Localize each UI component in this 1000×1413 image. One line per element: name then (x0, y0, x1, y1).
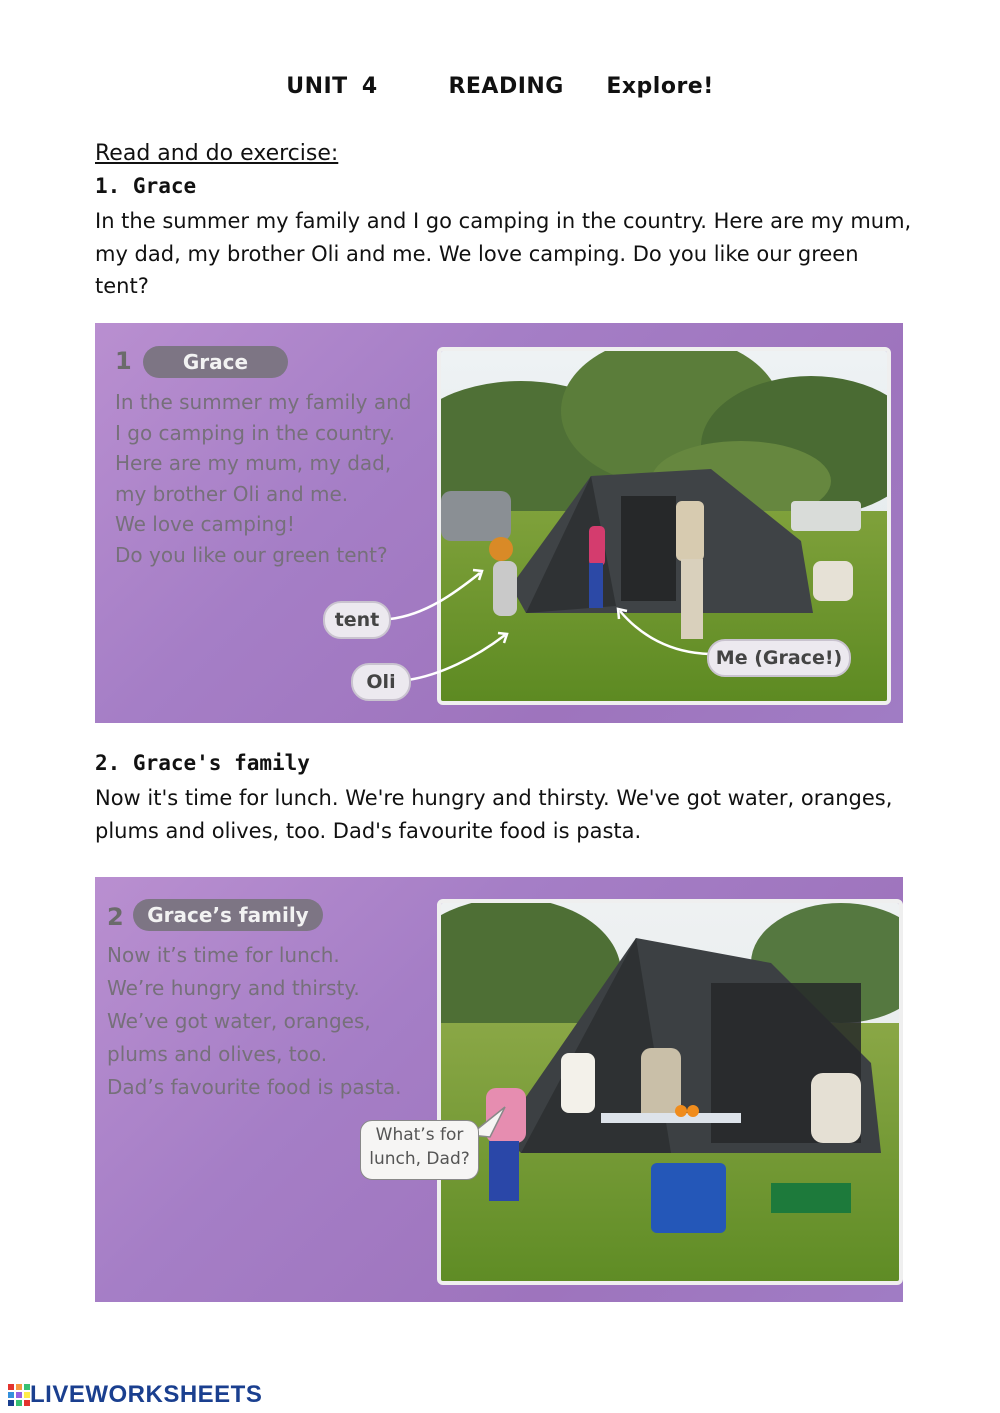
panel-line: We love camping! (115, 512, 295, 536)
panel-name-chip: Grace (143, 346, 288, 378)
panel-line: Here are my mum, my dad, (115, 451, 392, 475)
speech-line: lunch, Dad? (369, 1149, 470, 1169)
panel-name-chip: Grace’s family (133, 899, 323, 931)
panel-number: 2 (107, 903, 124, 931)
liveworksheets-logo (8, 1381, 262, 1409)
speech-bubble-tail (95, 877, 903, 1302)
reading-panel-2 (95, 877, 903, 1302)
speech-bubble (360, 1120, 479, 1180)
section-2-text: Now it's time for lunch. We're hungry and thirsty. We've got water, oranges, plums and olives, too. Dad's favourite food is pasta. (95, 786, 893, 843)
panel-line: We’re hungry and thirsty. (107, 976, 360, 1000)
label-tent: tent (323, 601, 391, 639)
panel-line: Dad’s favourite food is pasta. (107, 1075, 402, 1099)
label-me-grace: Me (Grace!) (707, 639, 851, 677)
section-1-text: In the summer my family and I go camping in the country. Here are my mum, my dad, my brother Oli and me. We love camping. Do you like our green tent? (95, 209, 912, 298)
page-title: UNIT 4 READING Explore! (286, 74, 714, 99)
label-oli: Oli (351, 663, 411, 701)
speech-line: What’s for (375, 1125, 464, 1145)
panel-line: In the summer my family and (115, 390, 412, 414)
panel-line: I go camping in the country. (115, 420, 396, 445)
panel-line: Now it’s time for lunch. (107, 943, 340, 967)
instruction: Read and do exercise: (95, 141, 339, 166)
panel-line: plums and olives, too. (107, 1042, 328, 1066)
section-1-heading: 1. Grace (95, 174, 197, 198)
panel-line: Do you like our green tent? (115, 542, 388, 567)
panel-number: 1 (115, 347, 132, 375)
logo-text: LIVEWORKSHEETS (30, 1381, 263, 1408)
panel-line: We’ve got water, oranges, (107, 1009, 371, 1033)
panel-line: my brother Oli and me. (115, 481, 349, 506)
section-2-heading: 2. Grace's family (95, 751, 310, 775)
logo-grid-icon (8, 1384, 30, 1406)
reading-panel-1 (95, 323, 903, 723)
